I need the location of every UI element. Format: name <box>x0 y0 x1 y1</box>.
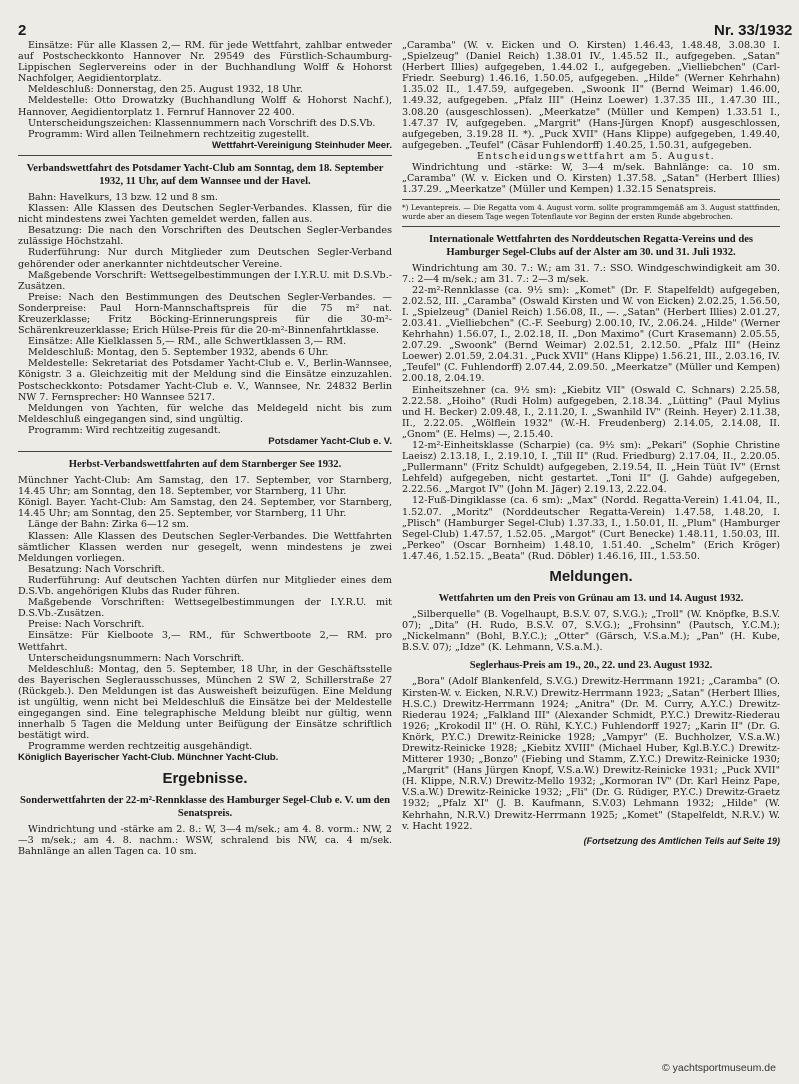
potsdam-paragraph: Besatzung: Die nach den Vorschriften des Deutschen Segler-Verbandes zulässige Höchstzahl. <box>18 225 392 248</box>
starnberg-signature: Königlich Bayerischer Yacht-Club. Münchner Yacht-Club. <box>18 752 279 764</box>
continuation-note: (Fortsetzung des Amtlichen Teils auf Seite 19) <box>583 835 780 846</box>
right-column <box>402 40 780 1052</box>
gruenau-title: Wettfahrten um den Preis von Grünau am 13. und 14. August 1932. <box>438 593 744 605</box>
starnberg-paragraph: Ruderführung: Auf deutschen Yachten dürfen nur Mitglieder eines dem D.S.Vb. angehörigen Klubs das Ruder führen. <box>18 574 392 598</box>
potsdam-paragraph: Bahn: Havelkurs, 13 bzw. 12 und 8 sm. <box>28 191 218 203</box>
potsdam-paragraph: Preise: Nach den Bestimmungen des Deutschen Segler-Verbandes. — Sonderpreise: Paul Horn-Mannschaftspreis für die 75 m² nat. Kreuzerklasse; Fritz Böcking-Erinnerungspreis für die 30-m²-Schärenkreuzerklasse; Erich Hülse-Preis für die 20-m²-Binnenfahrtklasse. <box>18 291 392 337</box>
intro-paragraph: Einsätze: Für alle Klassen 2,— RM. für jede Wettfahrt, zahlbar entweder auf Postscheckkonto Hannover Nr. 29549 des Fürstlich-Schaumburg-Lippischen Seglervereins oder in der Buchhandlung Wolff & Hohorst Nachfolger, Aegidientorplatz. <box>18 40 392 85</box>
issue-number: Nr. 33/1932 <box>714 22 793 39</box>
norddeutsch-paragraph: 22-m²-Rennklasse (ca. 9½ sm): „Komet" (Dr. F. Stapelfeldt) aufgegeben, 2.02.52, III. „Caramba" (Oswald Kirsten und W. von Eicken) 2.02.25, 1.56.50, I. „Spielzeug" (Daniel Reich) 1.56.08, II., —. „Satan" (Herbert Illies) 2.01.27, 2.03.41. „Vielliebchen" (C.-F. Seeburg) 2.00.10, IV., 2.06.24. „Hilde" (Werner Kehrhahn) 1.56.07, I., 2.02.18, II. „Don Maximo" (Curt Krasemann) 2.05.55, 2.07.29. „Swoonk" (Bernd Weimar) 2.02.51, 2.12.50. „Pfalz III" (Heinz Loewer) 2.01.59, 2.04.31. „Puck XVII" (Hans Klippe) 1.56.21, III., 2.03.16, IV. „Teufel" (C. Fuhlendorff) 2.07.44, 2.09.50. „Meerkatze" (Müller und Kempen) 2.00.18, 2.04.19. <box>402 284 780 385</box>
page-number: 2 <box>18 22 27 39</box>
divider <box>402 199 780 200</box>
watermark: © yachtsportmuseum.de <box>662 1062 776 1074</box>
norddeutsch-paragraph: Windrichtung am 30. 7.: W.; am 31. 7.: SSO. Windgeschwindigkeit am 30. 7.: 2—4 m/sek.; am 31. 7.: 2—3 m/sek. <box>402 262 780 285</box>
starnberg-paragraph: Münchner Yacht-Club: Am Samstag, den 17. September, vor Starnberg, 14.45 Uhr; am Sonntag, den 18. September, vor Starnberg, 11 Uhr. <box>18 475 392 498</box>
potsdam-title: Verbandswettfahrt des Potsdamer Yacht-Club am Sonntag, dem 18. September 1932, 11 Uhr, auf dem Wannsee und der Havel. <box>26 162 384 187</box>
starnberg-paragraph: Königl. Bayer. Yacht-Club: Am Samstag, den 24. September, vor Starnberg, 14.45 Uhr; am Sonntag, den 25. September, vor Starnberg, 11 Uhr. <box>18 497 392 520</box>
norddeutsch-title: Internationale Wettfahrten des Norddeutschen Regatta-Vereins und des Hamburger Segel-Clubs auf der Alster am 30. und 31. Juli 1932. <box>428 233 754 258</box>
starnberg-paragraph: Maßgebende Vorschriften: Wettsegelbestimmungen der I.Y.R.U. mit D.S.Vb.-Zusätzen. <box>18 597 392 620</box>
intro-signature: Wettfahrt-Vereinigung Steinhuder Meer. <box>212 139 392 151</box>
entries-heading: Meldungen. <box>549 568 633 586</box>
potsdam-signature: Potsdamer Yacht-Club e. V. <box>268 436 392 447</box>
potsdam-paragraph: Meldungen von Yachten, für welche das Meldegeld nicht bis zum Meldeschluß eingegangen sind, sind ungültig. <box>18 402 392 425</box>
potsdam-paragraph: Ruderführung: Nur durch Mitglieder zum Deutschen Segler-Verband gehörender oder anerkannter nichtdeutscher Vereine. <box>18 247 392 270</box>
starnberg-paragraph: Unterscheidungsnummern: Nach Vorschrift. <box>28 652 245 664</box>
potsdam-paragraph: Einsätze: Alle Kielklassen 5,— RM., alle Schwertklassen 3,— RM. <box>28 336 347 348</box>
potsdam-paragraph: Maßgebende Vorschrift: Wettsegelbestimmungen der I.Y.R.U. mit D.S.Vb.-Zusätzen. <box>18 269 392 292</box>
footnote: *) Levantepreis. — Die Regatta vom 4. August vorm. sollte programmgemäß am 3. August stattfinden, wurde aber an diesem Tage wegen Totenflaute vor Beginn der ersten Runde abgebrochen. <box>402 203 780 221</box>
intro-paragraph: Meldestelle: Otto Drowatzky (Buchhandlung Wolff & Hohorst Nachf.), Hannover, Aegidientorplatz 1. Fernruf Hannover 22 400. <box>18 95 392 118</box>
intro-paragraph: Programm: Wird allen Teilnehmern rechtzeitig zugestellt. <box>28 128 310 140</box>
norddeutsch-paragraph: Einheitszehner (ca. 9½ sm): „Kiebitz VII" (Oswald C. Schnars) 2.25.58, 2.22.58. „Hoiho" (Rudi Holm) aufgegeben, 2.18.34. „Lütting" (Paul Mylius und H. Becker) 2.09.48, I., 2.11.20, I. „Swanhild IV" (Reinh. Heyer) 2.11.38, II., 2.22.05. „Wölflein 1932" (W.-H. Freudenberg) 2.14.05, 2.14.08, II. „Gnom" (E. Helms) —, 2.15.40. <box>402 384 780 440</box>
seglerhaus-title: Seglerhaus-Preis am 19., 20., 22. und 23. August 1932. <box>469 660 713 672</box>
starnberg-paragraph: Programme werden rechtzeitig ausgehändigt. <box>28 741 253 753</box>
gruenau-entries: „Silberquelle" (B. Vogelhaupt, B.S.V. 07, S.V.G.); „Troll" (W. Knöpfke, B.S.V. 07); „Dita" (H. Rudo, B.S.V. 07, S.V.G.); „Frohsinn" (Pautsch, Y.C.M.); „Nickelmann" (Bohl, B.Y.C.); „Otter" (Gärsch, V.S.a.M.); „Pan" (H. Kube, B.S.V. 07); „Idze" (K. Lehmann, V.S.a.M.). <box>402 609 780 654</box>
potsdam-paragraph: Meldestelle: Sekretariat des Potsdamer Yacht-Club e. V., Berlin-Wannsee, Königstr. 3 a. Gleichzeitig mit der Meldung sind die Einsätze einzuzahlen. Postscheckkonto: Potsdamer Yacht-Club e. V., Wannsee, Nr. 24832 Berlin NW 7. Fernsprecher: H0 Wannsee 5217. <box>18 358 392 403</box>
divider <box>18 451 392 452</box>
decider-race-paragraph: Windrichtung und -stärke: W, 3—4 m/sek. Bahnlänge: ca. 10 sm. „Caramba" (W. v. Eicken und O. Kirsten) 1.37.58. „Satan" (Herbert Illies) 1.37.29. „Meerkatze" (Müller und Kempen) 1.32.15 Senatspreis. <box>402 162 780 196</box>
decider-race-title: Entscheidungswettfahrt am 5. August. <box>476 150 716 162</box>
results-title: Sonderwettfahrten der 22-m²-Rennklasse des Hamburger Segel-Club e. V. um den Senatspreis. <box>20 794 390 819</box>
starnberg-paragraph: Preise: Nach Vorschrift. <box>28 619 145 631</box>
results-paragraph: Windrichtung und -stärke am 2. 8.: W, 3—4 m/sek.; am 4. 8. vorm.: NW, 2—3 m/sek.; am 4. 8. nachm.: WSW, schralend bis NW, ca. 4 m/sek. Bahnlänge an allen Tagen ca. 10 sm. <box>18 823 392 857</box>
starnberg-paragraph: Meldeschluß: Montag, den 5. September, 18 Uhr, in der Geschäftsstelle des Bayerischen Seglerausschusses, München 2 SW 2, Schillerstraße 27 (Rückgeb.). Den Meldungen ist das Ausweisheft beizufügen. Eine Meldung ist ungültig, wenn nicht bei Meldeschluß die Einsätze bei der Meldestelle eingegangen sind. Eine telegraphische Meldung bleibt nur gültig, wenn innerhalb 5 Tagen die Meldung unter Beifügung der Einsätze schriftlich bestätigt wird. <box>18 663 392 742</box>
norddeutsch-paragraph: 12-Fuß-Dingiklasse (ca. 6 sm): „Max" (Nordd. Regatta-Verein) 1.41.04, II., 1.52.07. „Moritz" (Norddeutscher Regatta-Verein) 1.47.58, 1.48.20, I. „Plisch" (Hamburger Segel-Club) 1.37.33, I., 1.50.01, II. „Plum" (Hamburger Segel-Club) 1.47.57, 1.52.05. „Margot" (Curt Benecke) 1.48.11, 1.50.03, III. „Perkeo" (Oscar Bornheim) 1.48.10, 1.51.40. „Schelm" (Erich Kröger) 1.47.46, 1.52.15. „Beata" (Rud. Döbler) 1.46.16, III., 1.53.50. <box>402 495 780 562</box>
starnberg-title: Herbst-Verbandswettfahrten auf dem Starnberger See 1932. <box>68 459 342 471</box>
potsdam-paragraph: Programm: Wird rechtzeitig zugesandt. <box>28 424 221 436</box>
seglerhaus-entries: „Bora" (Adolf Blankenfeld, S.V.G.) Drewitz-Herrmann 1921; „Caramba" (O. Kirsten-W. v. Eicken, N.R.V.) Drewitz-Herrmann 1923; „Satan" (Herbert Illies, H.S.C.) Drewitz-Herrmann 1924; „Anitra" (Dr. M. Curry, A.Y.C.) Drewitz-Riederau 1924; „Falkland III" (Alexander Schmidt, P.Y.C.) Drewitz-Riederau 1926; „Krokodil II" (H. O. Rühl, K.Y.C.) Fuhlendorff 1927; „Karin II" (Dr. G. Knörk, P.Y.C.) Drewitz-Reinicke 1928; „Vampyr" (E. Buchholzer, V.S.a.W.) Drewitz-Reinicke 1928; „Kiebitz XVIII" (Michael Huber, Kgl.B.Y.C.) Drewitz-Mitterer 1930; „Bonzo" (Fiebing und Stamm, Z.Y.C.) Drewitz-Reinicke 1930; „Margrit" (Hans Jürgen Knopf, V.S.a.W.) Drewitz-Reinicke 1931; „Puck XVII" (H. Klippe, N.R.V.) Drewitz-Mello 1932; „Kormoran IV" (Dr. Karl Heinz Pape, V.S.a.W.) Drewitz-Reinicke 1932; „Fli" (Dr. G. Rüdiger, P.Y.C.) Drewitz-Graetz 1932; „Pfalz XI" (J. B. Kaufmann, S.V.03) Lehmann 1932; „Hilde" (W. Kehrhahn, N.R.V.) Drewitz-Herrmann 1925; „Komet" (Stapelfeldt, N.R.V.) W. v. Hacht 1922. <box>402 676 780 832</box>
results-continuation: „Caramba" (W. v. Eicken und O. Kirsten) 1.46.43, 1.48.48, 3.08.30 I. „Spielzeug" (Daniel Reich) 1.38.01 IV., 1.45.52 II., aufgegeben. „Satan" (Herbert Illies) aufgegeben, 1.44.02 I., aufgegeben. „Vielliebchen" (Carl-Friedr. Seeburg) 1.46.16, 1.50.05, aufgegeben. „Hilde" (Werner Kehrhahn) 1.35.02 II., 1.47.59, aufgegeben. „Swoonk II" (Bernd Weimar) 1.46.00, 1.49.32, aufgegeben. „Pfalz III" (Heinz Loewer) 1.37.35 III., 1.47.30 III., 3.08.20 (ausgeschlossen). „Meerkatze" (Müller und Kempen) 1.33.51 I., 1.47.37 IV, aufgegeben. „Margrit" (Hans-Jürgen Knopf) ausgeschlossen, aufgegeben, 3.19.28 II. *). „Puck XVII" (Hans Klippe) aufgegeben, 1.49.40, aufgegeben. „Teufel" (Cäsar Fuhlendorff) 1.40.25, 1.50.31, aufgegeben. <box>402 40 780 151</box>
starnberg-paragraph: Besatzung: Nach Vorschrift. <box>28 563 165 575</box>
intro-paragraph: Unterscheidungszeichen: Klassennummern nach Vorschrift des D.S.Vb. <box>28 117 376 129</box>
potsdam-paragraph: Meldeschluß: Montag, den 5. September 1932, abends 6 Uhr. <box>28 347 329 359</box>
potsdam-paragraph: Klassen: Alle Klassen des Deutschen Segler-Verbandes. Klassen, für die nicht mindestens zwei Yachten gemeldet werden, fallen aus. <box>18 203 392 226</box>
starnberg-paragraph: Einsätze: Für Kielboote 3,— RM., für Schwertboote 2,— RM. pro Wettfahrt. <box>18 630 392 653</box>
starnberg-paragraph: Klassen: Alle Klassen des Deutschen Segler-Verbandes. Die Wettfahrten sämtlicher Klassen werden nur gesegelt, wenn mindestens je zwei Meldungen vorliegen. <box>18 530 392 564</box>
norddeutsch-paragraph: 12-m²-Einheitsklasse (Scharpie) (ca. 9½ sm): „Pekari" (Sophie Christine Laeisz) 2.13.18, I., 2.19.10, I. „Till II" (Rud. Friedburg) 2.17.04, II., 2.20.05. „Pullermann" (Fritz Schuldt) aufgegeben, 2.19.54, II. „Hein Tüüt IV" (Ernst Lehfeld) aufgegeben, nicht gestartet. „Toni II" (J. Gahde) aufgegeben, 2.22.56. „Margot IV" (John M. Jäger) 2.19.13, 2.22.04. <box>402 440 780 496</box>
left-column <box>18 40 392 1052</box>
divider <box>18 155 392 156</box>
starnberg-paragraph: Länge der Bahn: Zirka 6—12 sm. <box>28 519 189 531</box>
results-heading: Ergebnisse. <box>162 769 248 787</box>
divider <box>402 226 780 227</box>
intro-paragraph: Meldeschluß: Donnerstag, den 25. August 1932, 18 Uhr. <box>28 84 303 96</box>
